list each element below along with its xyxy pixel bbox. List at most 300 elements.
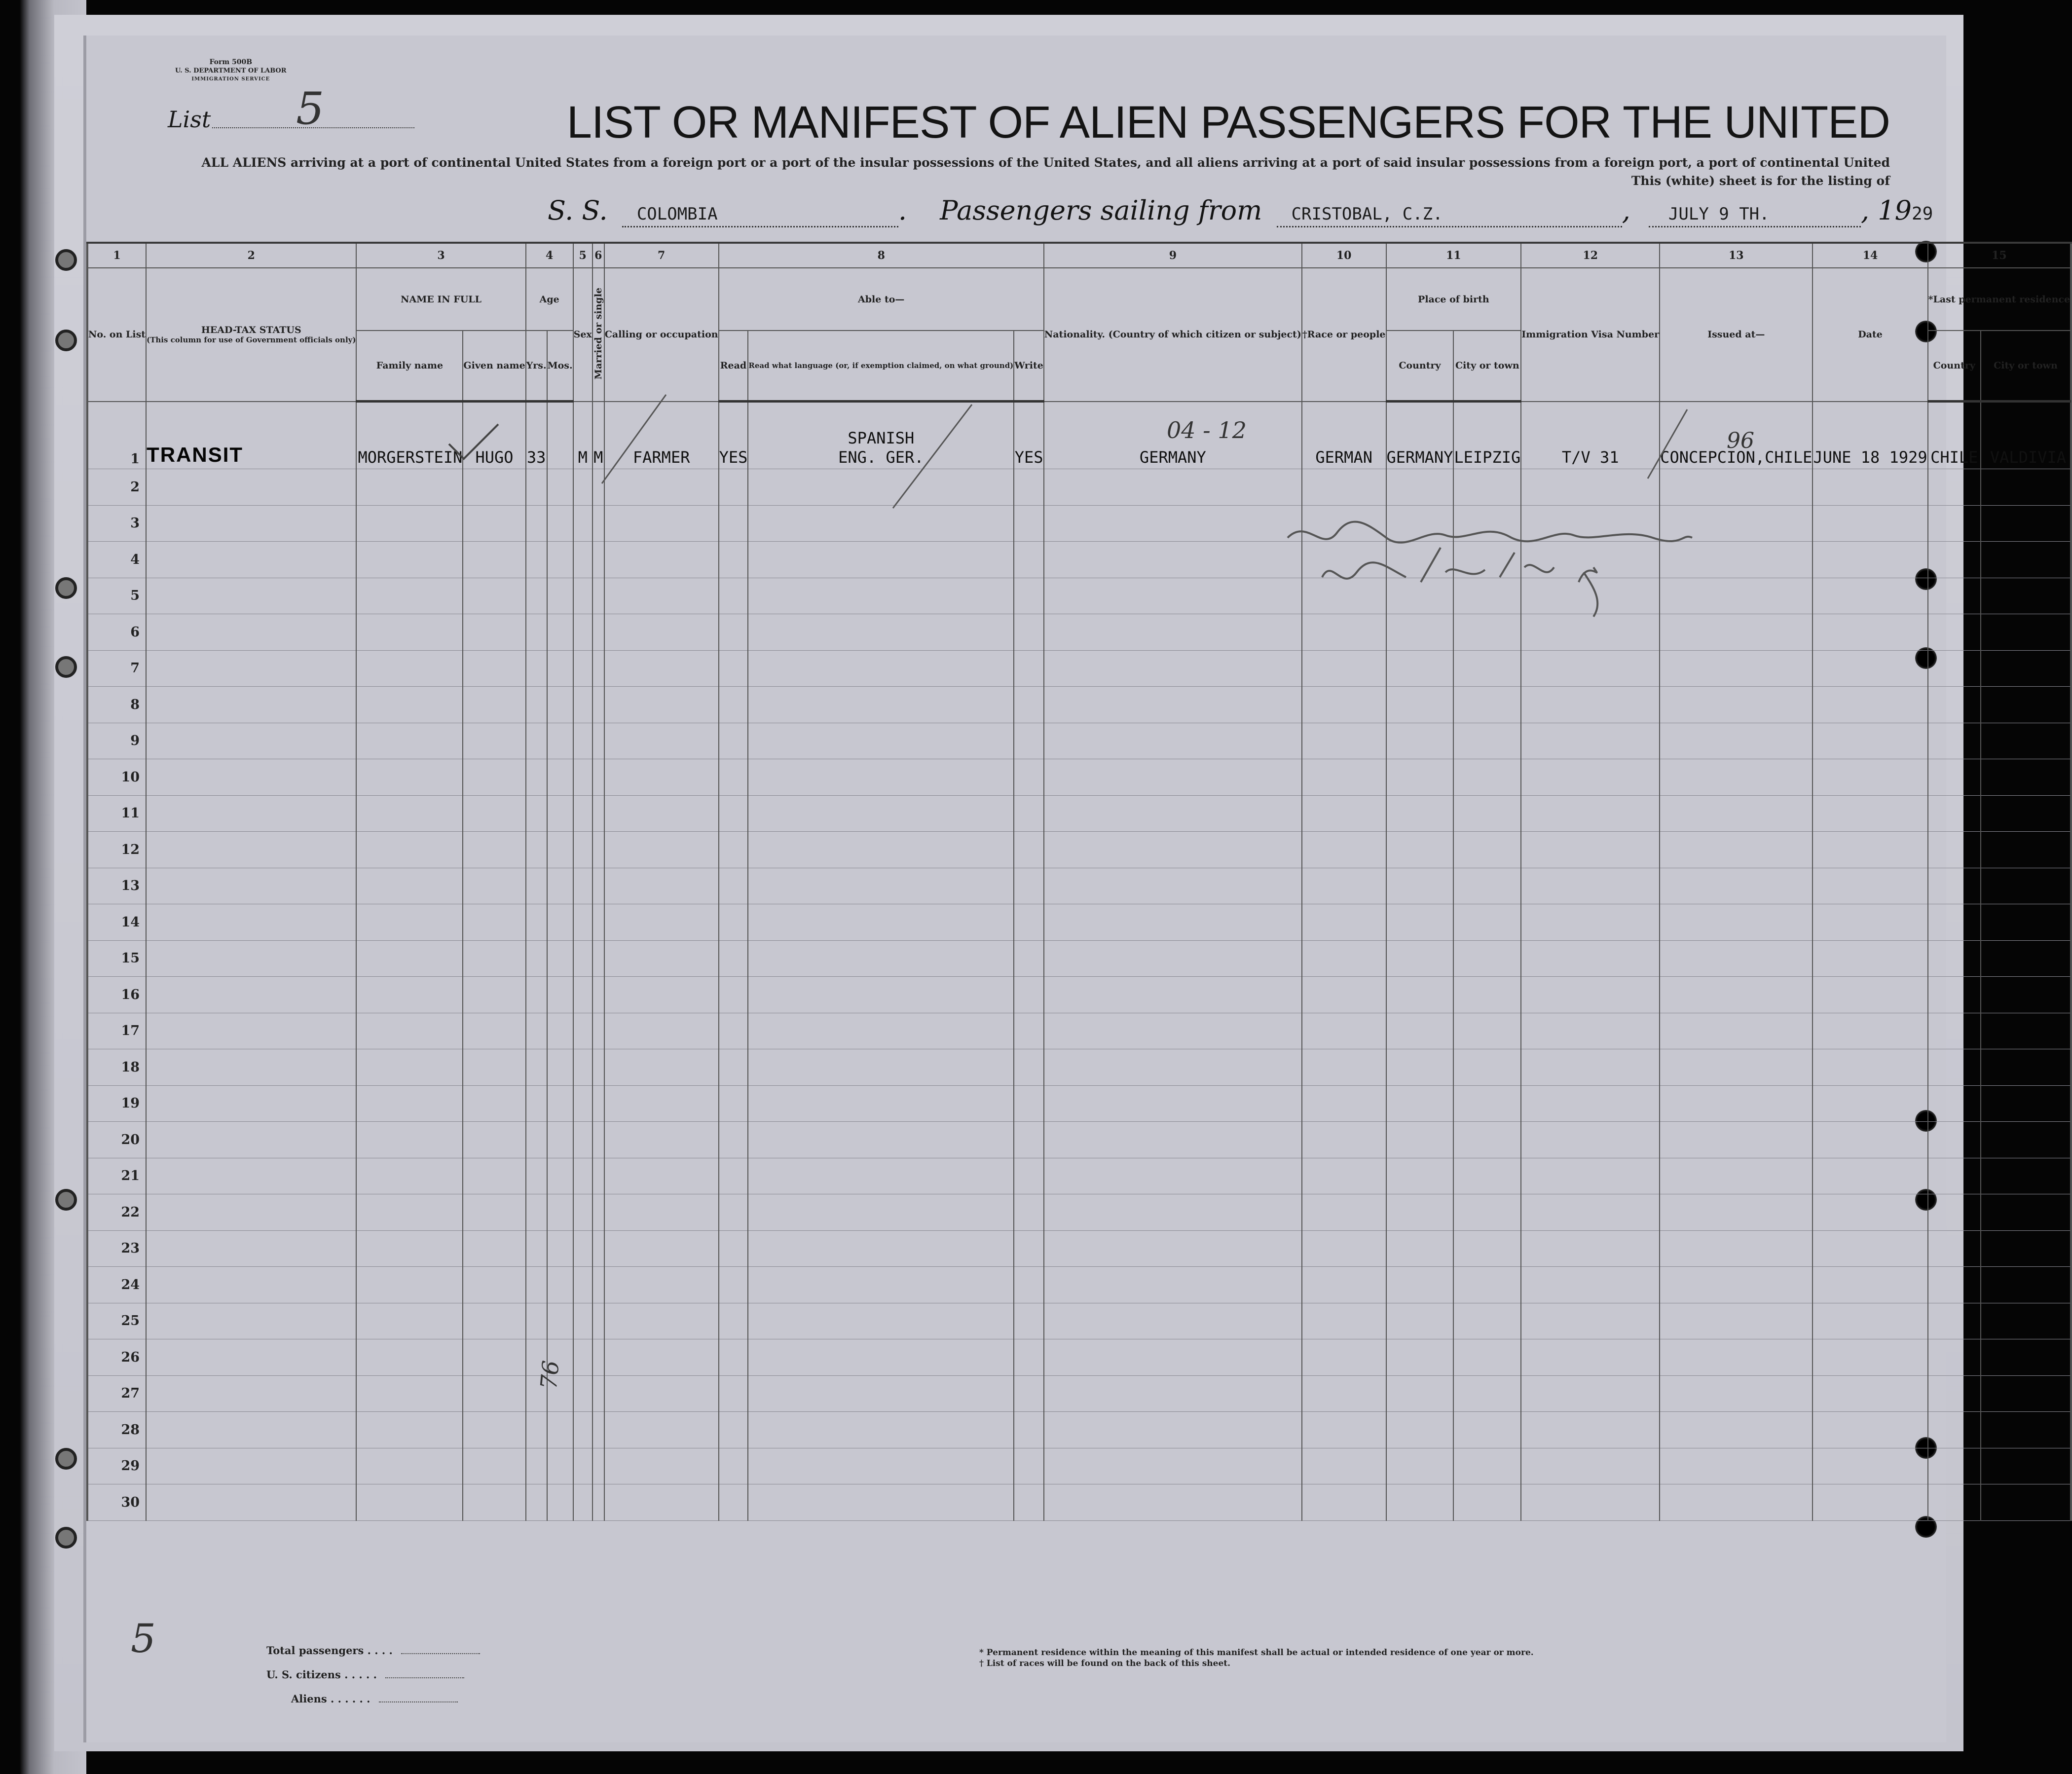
table-cell [719,469,748,506]
table-cell [526,1158,547,1194]
table-cell [604,1484,719,1521]
table-cell [1014,832,1044,868]
table-cell [573,759,592,796]
table-cell [1928,940,1981,977]
table-row [87,1158,2072,1194]
table-cell [1981,1049,2071,1086]
table-cell [1813,578,1927,614]
row-number: 5 [88,578,146,614]
table-cell [356,578,463,614]
table-cell [719,1448,748,1484]
occupation-cell: FARMER [604,402,719,469]
table-cell [1014,1412,1044,1448]
ship-field [622,195,898,227]
table-cell [463,1375,525,1412]
column-number: 7 [604,243,719,268]
table-row [87,505,2072,542]
table-cell [748,1230,1014,1267]
right-margin-cell [2071,505,2072,542]
table-cell [1014,1194,1044,1231]
page-mark-annotation: 76 [535,1359,564,1391]
table-cell [1521,1339,1660,1376]
right-margin-cell [2071,1049,2072,1086]
table-cell [547,723,573,759]
table-row [87,832,2072,868]
row-number: 12 [88,832,146,868]
table-cell [719,1122,748,1158]
table-cell [1928,832,1981,868]
table-cell [547,1194,573,1231]
table-cell [1386,977,1454,1013]
table-cell [1386,1013,1454,1049]
table-cell [1302,1122,1386,1158]
column-number-row [87,243,2072,268]
table-cell [1014,469,1044,506]
table-cell [1981,977,2071,1013]
table-cell [604,1448,719,1484]
table-cell [1386,687,1454,723]
table-cell [748,1013,1014,1049]
table-cell [1044,578,1302,614]
table-cell [547,868,573,904]
table-cell [1660,1375,1813,1412]
table-cell [604,1049,719,1086]
table-cell [1014,1049,1044,1086]
table-cell [463,1013,525,1049]
table-row [87,1194,2072,1231]
table-cell [1386,1303,1454,1339]
table-cell [356,1230,463,1267]
table-row [87,1267,2072,1303]
table-cell [592,1339,604,1376]
row-number: 2 [88,469,146,506]
header-married [592,268,604,402]
table-cell [1453,1158,1521,1194]
row-number: 29 [88,1448,146,1484]
birth-country-cell: GERMANY [1386,402,1454,469]
table-row [87,868,2072,904]
table-cell [463,940,525,977]
table-cell [1302,1484,1386,1521]
table-cell [1014,904,1044,941]
table-cell [463,469,525,506]
table-cell [592,723,604,759]
tally-mark-icon [1638,400,1697,483]
table-cell [719,687,748,723]
table-cell [1981,1448,2071,1484]
header-birth-country: Country [1386,331,1454,402]
right-margin-cell [2071,977,2072,1013]
table-cell [1453,868,1521,904]
table-cell [748,1194,1014,1231]
table-cell [1813,1085,1927,1122]
table-cell [1521,1158,1660,1194]
table-cell [1453,904,1521,941]
table-cell [526,977,547,1013]
table-cell [592,1448,604,1484]
table-cell [356,1049,463,1086]
table-cell [526,469,547,506]
table-cell [1521,1303,1660,1339]
table-cell [1928,1412,1981,1448]
table-row [87,977,2072,1013]
table-cell [719,650,748,687]
table-cell [1014,1267,1044,1303]
table-cell [1453,977,1521,1013]
table-cell [1014,1013,1044,1049]
table-cell [146,1267,356,1303]
table-cell [146,1194,356,1231]
row-number: 4 [88,542,146,578]
table-cell [748,904,1014,941]
right-margin-cell [2071,759,2072,796]
table-cell [592,505,604,542]
table-cell [547,1085,573,1122]
row-number: 22 [88,1194,146,1231]
right-margin-cell [2071,1339,2072,1376]
table-cell [1660,977,1813,1013]
binder-ring-icon [55,577,77,599]
table-cell [146,795,356,832]
table-cell [463,904,525,941]
right-margin-cell [2071,1448,2072,1484]
right-margin-cell [2071,904,2072,941]
right-margin-cell [2071,1122,2072,1158]
table-cell [748,614,1014,651]
table-cell [526,723,547,759]
table-cell [1928,795,1981,832]
table-cell [1302,1303,1386,1339]
table-cell [573,1049,592,1086]
table-cell [719,795,748,832]
column-number: 10 [1302,243,1386,268]
table-cell [1928,759,1981,796]
row-number: 16 [88,977,146,1013]
row-number: 30 [88,1484,146,1521]
passenger-rows [87,402,2072,1521]
table-cell [1813,977,1927,1013]
right-margin-cell [2071,614,2072,651]
table-cell [1302,977,1386,1013]
table-cell [1928,1158,1981,1194]
table-cell [146,650,356,687]
table-cell [748,868,1014,904]
page-title: LIST OR MANIFEST OF ALIEN PASSENGERS FOR THE UNITED [566,97,1890,148]
table-cell [1813,832,1927,868]
table-cell [604,904,719,941]
table-row [87,1122,2072,1158]
table-cell [526,795,547,832]
table-cell [592,759,604,796]
table-cell [146,1122,356,1158]
table-cell [146,505,356,542]
table-cell [356,650,463,687]
table-cell [463,759,525,796]
table-cell [1521,1267,1660,1303]
column-number: 15 [1928,243,2071,268]
table-cell [1302,1267,1386,1303]
table-cell [1453,650,1521,687]
table-cell [1928,650,1981,687]
table-cell [1813,1375,1927,1412]
ship-name: COLOMBIA [636,204,718,224]
table-cell [719,904,748,941]
table-cell [146,614,356,651]
table-cell [719,1085,748,1122]
table-cell [1813,1158,1927,1194]
table-cell [1302,469,1386,506]
table-cell [604,1013,719,1049]
column-number: 11 [1386,243,1521,268]
table-cell [1521,650,1660,687]
header-name-in-full: NAME IN FULL [356,268,525,331]
table-cell [1302,614,1386,651]
table-cell [1453,1230,1521,1267]
table-cell [592,614,604,651]
row-number: 21 [88,1158,146,1194]
voyage-line: S. S. COLOMBIA . Passengers sailing from CRISTOBAL, C.Z. , JULY 9 TH. , 1929 [548,195,1933,227]
table-cell [146,687,356,723]
table-cell [748,1158,1014,1194]
table-cell [1014,1375,1044,1412]
table-cell [1813,1412,1927,1448]
table-cell [1386,1158,1454,1194]
table-cell [463,1049,525,1086]
table-cell [573,868,592,904]
date-cell: JUNE 18 1929 [1813,402,1927,469]
table-cell [547,795,573,832]
table-cell [1928,1230,1981,1267]
given-name-cell: HUGO [463,402,525,469]
table-row [87,402,2072,469]
table-cell [1044,1484,1302,1521]
table-cell [719,1013,748,1049]
header-issued-at: Issued at— [1660,268,1813,402]
table-cell [1981,940,2071,977]
date-field [1649,195,1861,227]
table-cell [526,904,547,941]
table-cell [146,542,356,578]
tally-mark-icon [878,395,977,513]
table-cell [592,904,604,941]
service-name: IMMIGRATION SERVICE [191,76,270,82]
table-cell [1521,614,1660,651]
table-cell [1453,1412,1521,1448]
table-cell [592,1230,604,1267]
table-row [87,940,2072,977]
table-cell [1386,759,1454,796]
head-tax-cell [146,402,356,469]
table-cell [573,1484,592,1521]
column-number: 5 [573,243,592,268]
table-cell [1302,868,1386,904]
table-cell [573,578,592,614]
table-cell [356,1339,463,1376]
table-cell [1014,1339,1044,1376]
row-number: 17 [88,1013,146,1049]
table-cell [1981,614,2071,651]
header-race: †Race or people [1302,268,1386,402]
table-cell [573,469,592,506]
table-row [87,578,2072,614]
table-cell [1660,1448,1813,1484]
table-cell [1813,868,1927,904]
table-cell [1660,650,1813,687]
table-cell [146,1303,356,1339]
table-cell [356,1484,463,1521]
table-cell [604,1339,719,1376]
row-number: 15 [88,940,146,977]
table-cell [526,868,547,904]
table-cell [1928,1484,1981,1521]
table-cell [146,1013,356,1049]
table-cell [1660,1158,1813,1194]
visa-cell: T/V 31 [1521,402,1660,469]
header-place-of-birth: Place of birth [1386,268,1521,331]
table-cell [1014,1122,1044,1158]
table-cell [592,832,604,868]
table-cell [1660,1412,1813,1448]
table-row [87,1412,2072,1448]
table-cell [1813,1122,1927,1158]
table-row [87,1085,2072,1122]
table-cell [463,1230,525,1267]
table-cell [1981,1013,2071,1049]
table-cell [719,542,748,578]
table-cell [1386,469,1454,506]
table-cell [748,1267,1014,1303]
table-cell [1928,1194,1981,1231]
header-family-name: Family name [356,331,463,402]
table-cell [592,1303,604,1339]
right-margin-cell [2071,795,2072,832]
table-cell [1302,1085,1386,1122]
table-cell [1813,759,1927,796]
table-cell [356,868,463,904]
table-cell [1521,723,1660,759]
table-row [87,759,2072,796]
table-cell [526,832,547,868]
table-cell [1660,1194,1813,1231]
table-cell [1660,1122,1813,1158]
table-cell [748,1484,1014,1521]
table-cell [573,832,592,868]
table-cell [1660,1013,1813,1049]
table-cell [1014,542,1044,578]
table-cell [748,940,1014,977]
table-cell [526,1049,547,1086]
table-cell [1453,1303,1521,1339]
table-cell [592,1267,604,1303]
table-cell [526,687,547,723]
port-field [1277,195,1622,227]
footnote-residence: * Permanent residence within the meaning of this manifest shall be actual or intended residence of one year or more. [979,1648,1534,1658]
table-cell [547,542,573,578]
table-cell [1981,650,2071,687]
age-yrs-cell: 33 [526,402,547,469]
table-row [87,687,2072,723]
table-cell [547,1122,573,1158]
column-number: 4 [526,243,573,268]
table-cell [719,1484,748,1521]
table-cell [719,832,748,868]
table-cell [748,1085,1014,1122]
issued-at-cell: CONCEPCION,CHILE [1660,402,1813,469]
table-cell [356,723,463,759]
table-cell [463,542,525,578]
table-cell [1302,832,1386,868]
table-row [87,723,2072,759]
table-cell [1044,1448,1302,1484]
binder-ring-icon [55,1527,77,1549]
table-cell [592,578,604,614]
check-mark-icon [444,414,503,474]
table-cell [1044,542,1302,578]
table-cell [592,1122,604,1158]
table-row [87,1013,2072,1049]
table-cell [1813,1194,1927,1231]
table-cell [1386,650,1454,687]
table-cell [719,723,748,759]
table-cell [1521,1412,1660,1448]
table-cell [604,1375,719,1412]
row-number: 14 [88,904,146,941]
table-cell [526,1448,547,1484]
table-cell [592,1158,604,1194]
header-read-language: Read what language (or, if exemption claimed, on what ground) [748,331,1014,402]
table-cell [1521,904,1660,941]
table-cell [719,868,748,904]
table-cell [547,1013,573,1049]
table-cell [1453,759,1521,796]
row-number: 7 [88,650,146,687]
table-cell [1386,832,1454,868]
table-cell [146,1085,356,1122]
table-cell [526,650,547,687]
binder-ring-icon [55,1189,77,1211]
table-cell [1453,1194,1521,1231]
table-cell [748,795,1014,832]
table-cell [1302,723,1386,759]
table-cell [1928,723,1981,759]
table-cell [1521,977,1660,1013]
us-citizens-line [385,1677,464,1678]
table-cell [547,1230,573,1267]
table-cell [748,1049,1014,1086]
table-cell [604,759,719,796]
table-cell [356,1122,463,1158]
table-cell [1813,1339,1927,1376]
header-res-city: City or town [1981,331,2071,402]
table-cell [604,1194,719,1231]
table-cell [1044,940,1302,977]
table-cell [1928,1049,1981,1086]
table-cell [573,1085,592,1122]
table-row [87,650,2072,687]
table-cell [748,542,1014,578]
table-cell [1660,1339,1813,1376]
us-citizens-row: U. S. citizens . . . . . [266,1668,503,1681]
table-cell [356,940,463,977]
table-cell [1014,759,1044,796]
table-cell [356,1448,463,1484]
table-cell [146,832,356,868]
us-citizens-label: U. S. citizens [266,1668,341,1681]
right-margin-cell [2071,1158,2072,1194]
table-cell [592,1049,604,1086]
column-number: 9 [1044,243,1302,268]
table-cell [526,614,547,651]
